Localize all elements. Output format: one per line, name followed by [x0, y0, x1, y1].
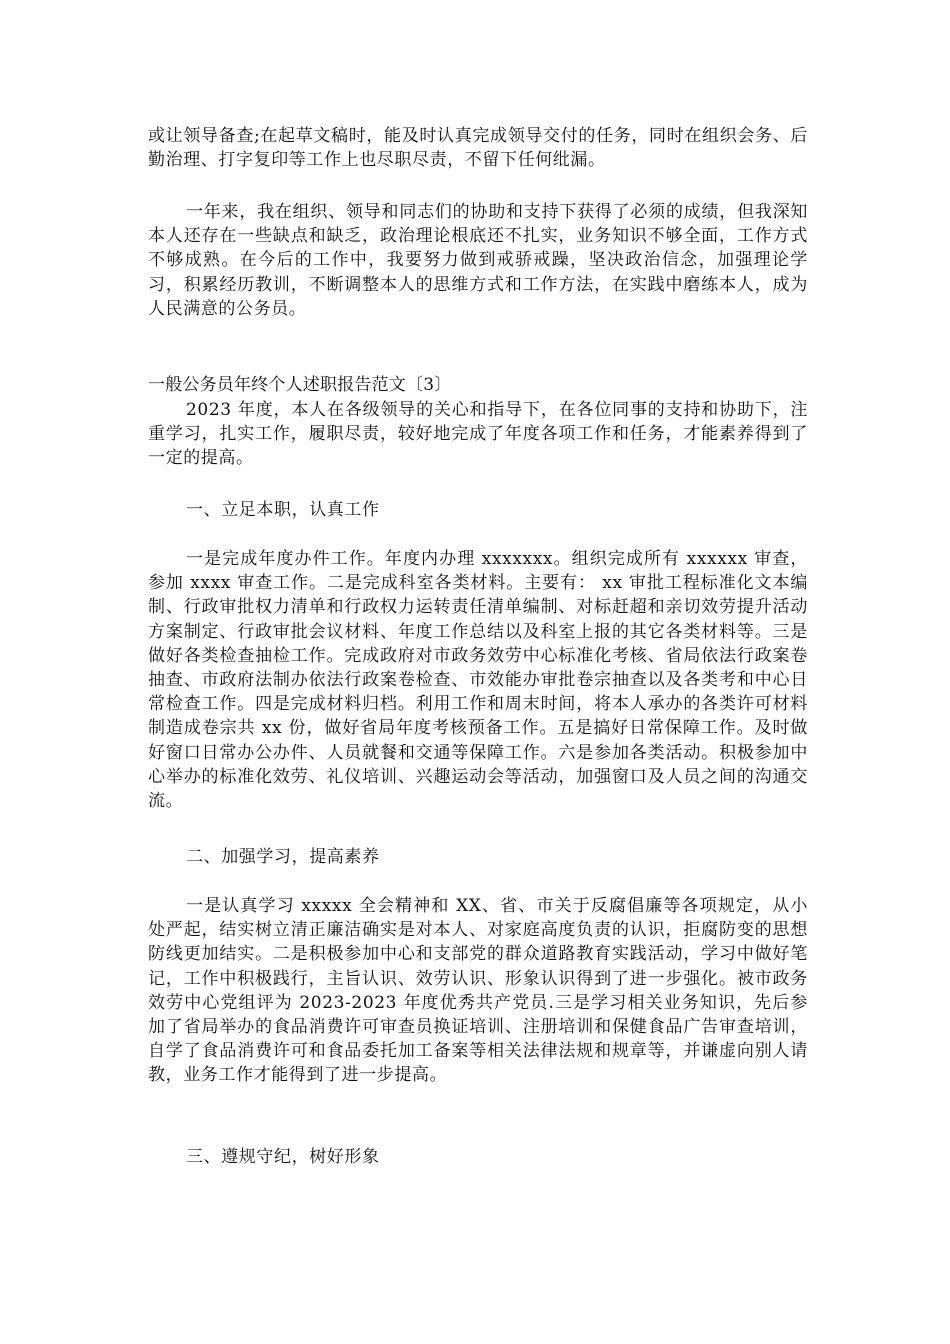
- paragraph-year-summary: 一年来，我在组织、领导和同志们的协助和支持下获得了必须的成绩，但我深知本人还存在一些缺点和缺乏，政治理论根底还不扎实，业务知识不够全面，工作方式不够成熟。在今后的工作中，我要努力做到戒骄戒躁，坚决政治信念，加强理论学习，积累经历教训，不断调整本人的思维方式和工作方法，在实践中磨练本人，成为人民满意的公务员。: [148, 202, 808, 319]
- paragraph-duties-closing: 或让领导备查;在起草文稿时，能及时认真完成领导交付的任务，同时在组织会务、后勤治理、打字复印等工作上也尽职尽责，不留下任何纰漏。: [148, 126, 808, 171]
- paragraph-part-two-body: 一是认真学习 xxxxx 全会精神和 XX、省、市关于反腐倡廉等各项规定，从小处严起，结实树立清正廉洁确实是对本人、对家庭高度负责的认识，拒腐防变的思想防线更加结实。二是积极参加中心和支部党的群众道路教育实践活动，学习中做好笔记，工作中积极践行，主旨认识、效劳认识、形象认识得到了进一步强化。被市政务效劳中心党组评为 2023-2023 年度优秀共产党员.三是学习相关业务知识，先后参加了省局举办的食品消费许可审查员换证培训、注册培训和保健食品广告审查培训，自学了食品消费许可和食品委托加工备案等相关法律法规和规章等，并谦虚向别人请教，业务工作才能得到了进一步提高。: [148, 896, 808, 1086]
- heading-part-one: 一、立足本职，认真工作: [186, 500, 380, 520]
- heading-part-two: 二、加强学习，提高素养: [186, 847, 380, 867]
- paragraph-part-one-body: 一是完成年度办件工作。年度内办理 xxxxxxx。组织完成所有 xxxxxx 审查，参加 xxxx 审查工作。二是完成科室各类材料。主要有： xx 审批工程标准化文本编制、行政审批权力清单和行政权力运转责任清单编制、对标赶超和亲切效劳提升活动方案制定、行政审批会议材料、年度工作总结以及科室上报的其它各类材料等。三是做好各类检查抽检工作。完成政府对市政务效劳中心标准化考核、省局依法行政案卷抽查、市政府法制办依法行政案卷检查、市效能办审批卷宗抽查以及各类考和中心日常检查工作。四是完成材料归档。利用工作和周末时间，将本人承办的各类许可材料制造成卷宗共 xx 份，做好省局年度考核预备工作。五是搞好日常保障工作。及时做好窗口日常办公办件、人员就餐和交通等保障工作。六是参加各类活动。积极参加中心举办的标准化效劳、礼仪培训、兴趣运动会等活动，加强窗口及人员之间的沟通交流。: [148, 549, 808, 812]
- heading-part-three: 三、遵规守纪，树好形象: [186, 1147, 380, 1167]
- section-title: 一般公务员年终个人述职报告范文〔3〕: [148, 375, 452, 395]
- paragraph-intro: 2023 年度，本人在各级领导的关心和指导下，在各位同事的支持和协助下，注重学习，扎实工作，履职尽责，较好地完成了年度各项工作和任务，才能素养得到了一定的提高。: [148, 400, 808, 469]
